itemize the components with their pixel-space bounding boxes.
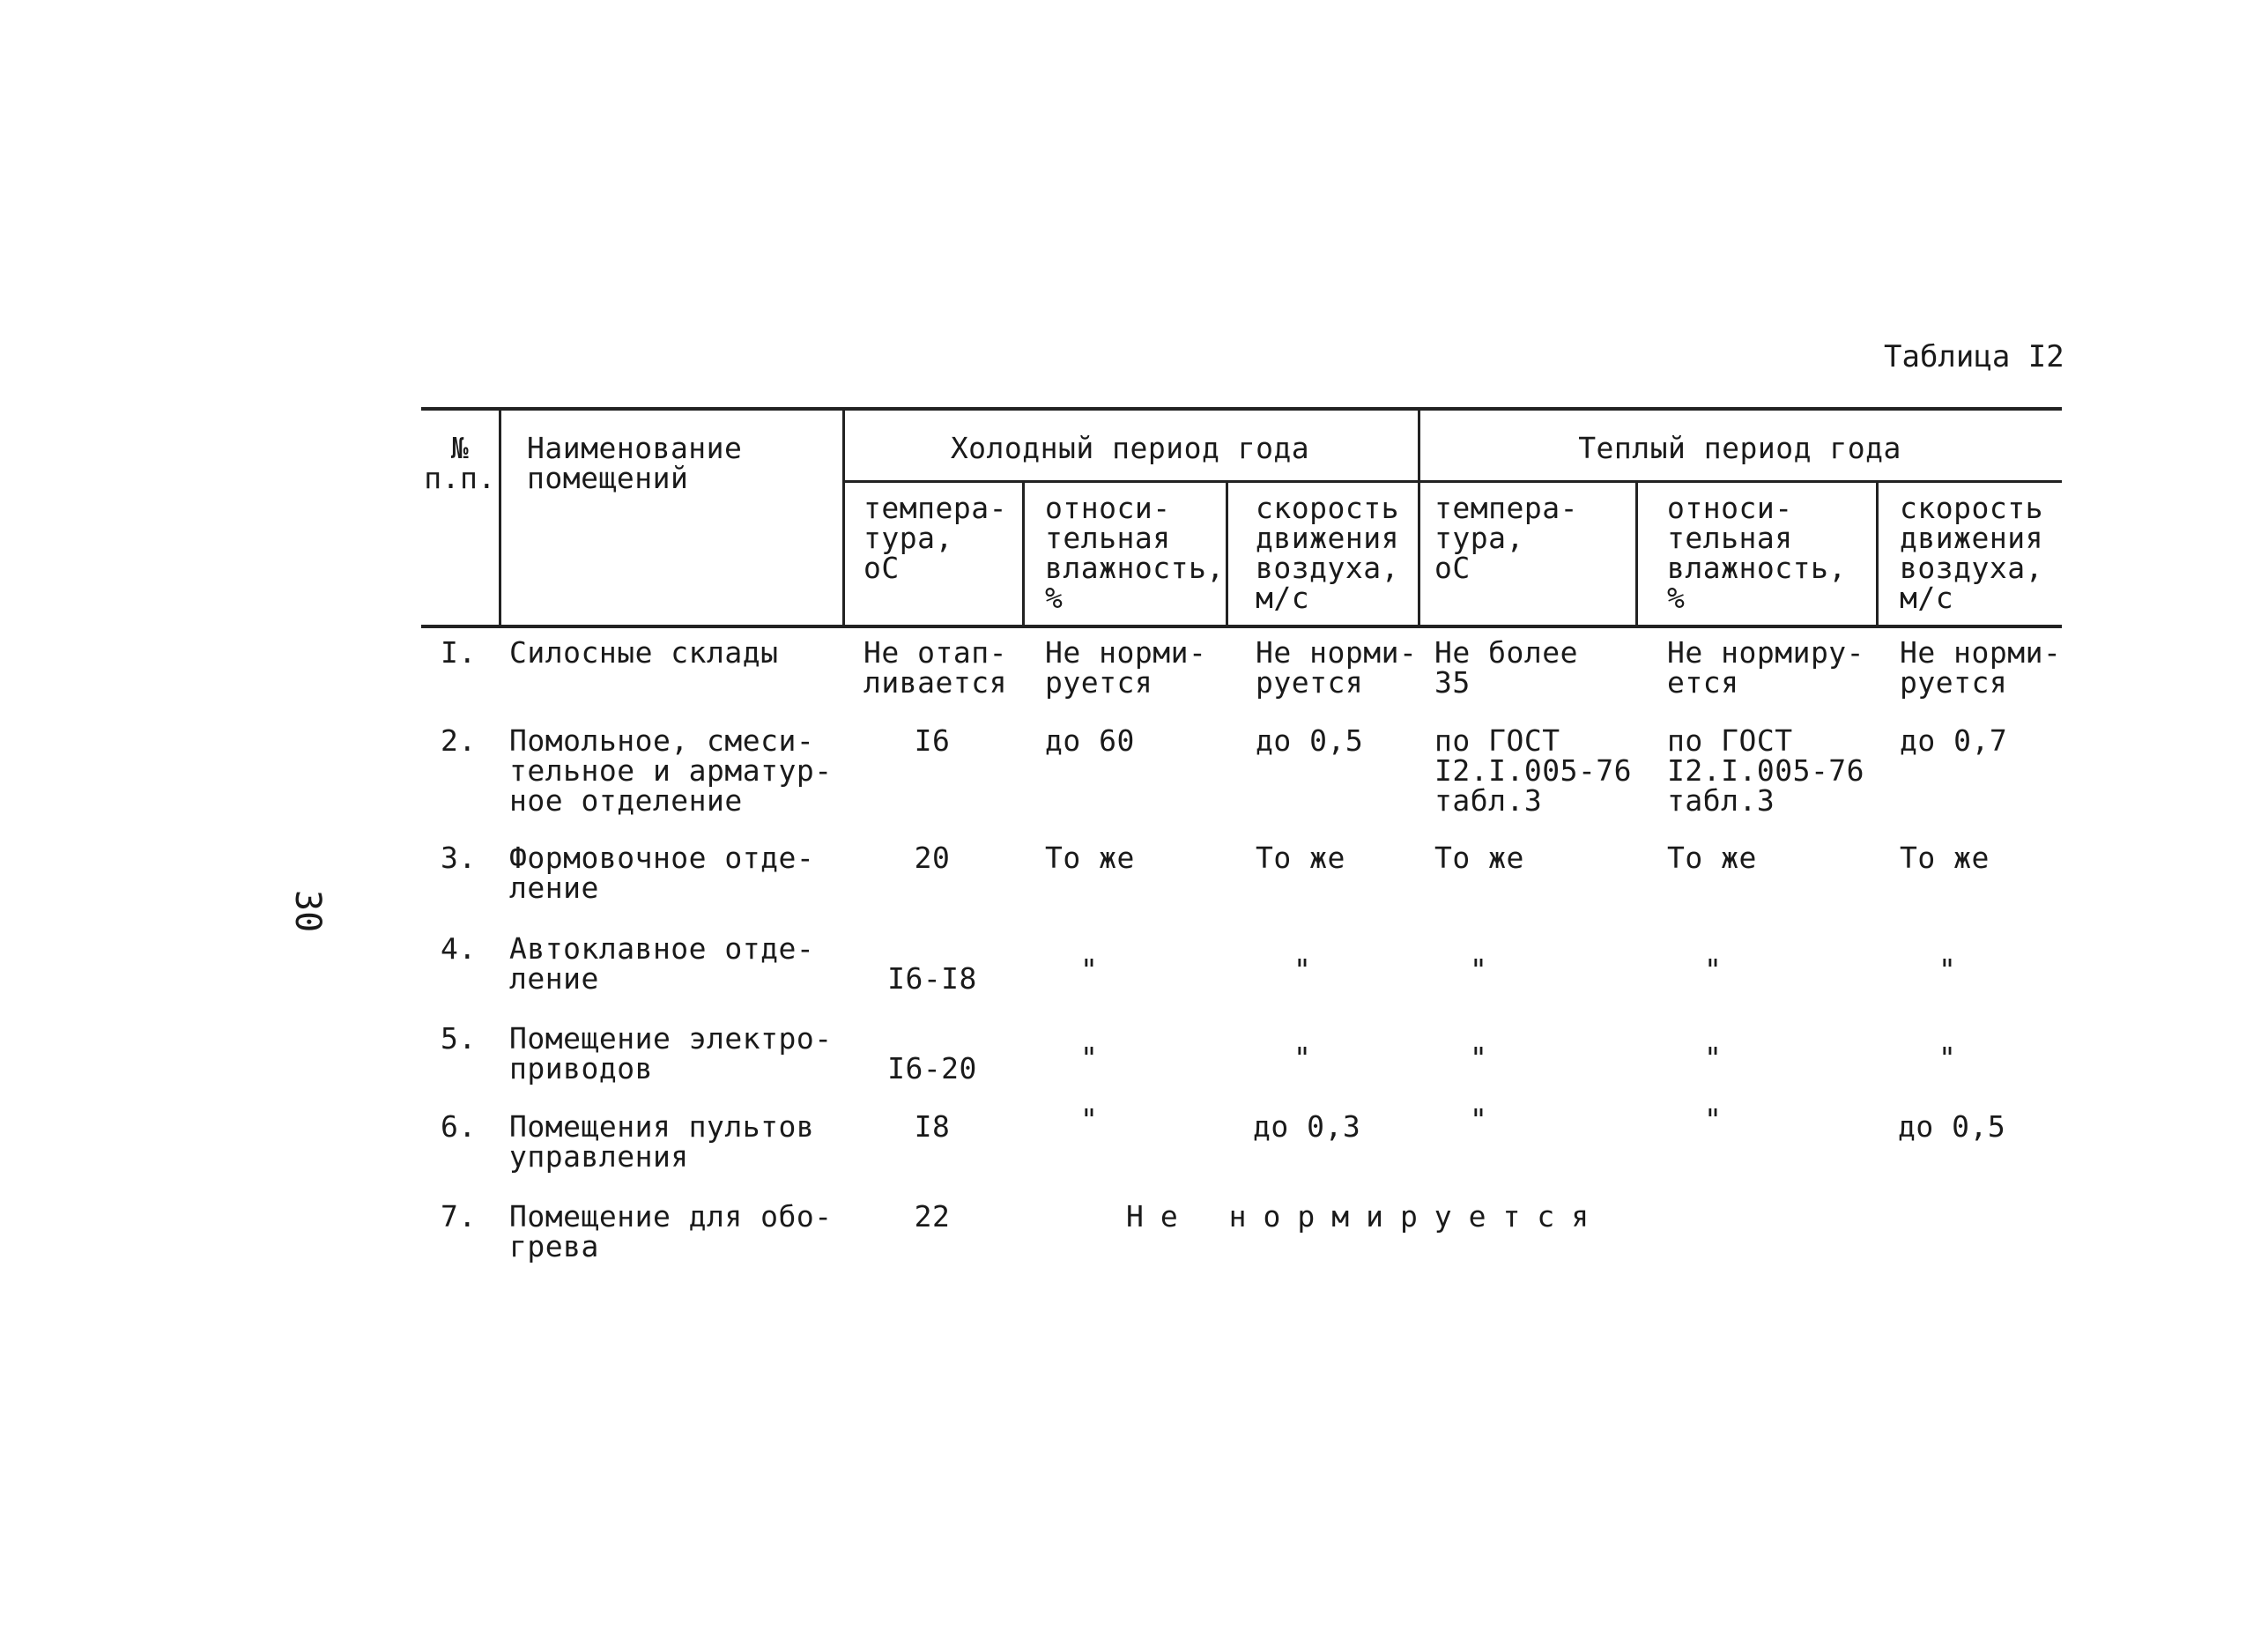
row-6-num: 6. — [441, 1109, 477, 1144]
header-warm-temperature: темпера- тура, оС — [1434, 491, 1578, 585]
page-number: 30 — [287, 890, 328, 933]
row-5-num: 5. — [441, 1021, 477, 1056]
row-6-warm-speed: до 0,5 — [1898, 1109, 2006, 1144]
row-1-cold-hum: Не норми- руется — [1045, 635, 1207, 700]
row-2-warm-temp: по ГОСТ I2.I.005-76 табл.3 — [1434, 723, 1633, 818]
row-1-warm-hum: Не нормиру- ется — [1667, 635, 1865, 700]
header-cold-humidity: относи- тельная влажность, % — [1045, 491, 1225, 615]
row-6-warm-hum: " — [1704, 1102, 1723, 1137]
header-cold-speed: скорость движения воздуха, м/с — [1256, 491, 1399, 615]
header-warm-period: Теплый период года — [1578, 431, 1901, 465]
subheader-rule — [842, 480, 2062, 483]
row-2-cold-speed: до 0,5 — [1256, 723, 1364, 758]
row-6-cold-temp: I8 — [914, 1109, 951, 1144]
row-5-warm-speed: " — [1938, 1041, 1957, 1075]
row-5-cold-temp: I6-20 — [887, 1051, 977, 1086]
row-3-cold-hum: То же — [1045, 841, 1135, 875]
row-1-warm-speed: Не норми- руется — [1900, 635, 2062, 700]
col-divider-num — [499, 407, 501, 627]
row-6-cold-hum: " — [1080, 1102, 1099, 1137]
row-2-warm-hum: по ГОСТ I2.I.005-76 табл.3 — [1667, 723, 1865, 818]
row-3-name: Формовочное отде- ление — [509, 841, 815, 905]
row-3-warm-hum: То же — [1667, 841, 1757, 875]
row-1-name: Силосные склады — [509, 635, 779, 670]
row-2-cold-temp: I6 — [914, 723, 951, 758]
header-name: Наименование помещений — [527, 431, 743, 495]
header-num: № п.п. — [424, 431, 496, 495]
row-2-warm-speed: до 0,7 — [1900, 723, 2008, 758]
row-7-span-text: Не нормируется — [1126, 1199, 1606, 1234]
header-warm-humidity: относи- тельная влажность, % — [1667, 491, 1847, 615]
row-5-cold-speed: " — [1293, 1041, 1312, 1075]
row-3-warm-speed: То же — [1900, 841, 1990, 875]
row-4-name: Автоклавное отде- ление — [509, 931, 815, 996]
norms-table — [421, 407, 2062, 1278]
row-7-name: Помещение для обо- грева — [509, 1199, 833, 1263]
row-4-cold-speed: " — [1293, 952, 1312, 987]
row-2-num: 2. — [441, 723, 477, 758]
row-5-cold-hum: " — [1080, 1041, 1099, 1075]
table-caption: Таблица I2 — [1884, 339, 2064, 374]
row-3-cold-speed: То же — [1256, 841, 1345, 875]
row-7-num: 7. — [441, 1199, 477, 1234]
row-4-num: 4. — [441, 931, 477, 966]
row-6-cold-speed: до 0,3 — [1253, 1109, 1361, 1144]
row-4-warm-temp: " — [1470, 952, 1488, 987]
row-4-cold-temp: I6-I8 — [887, 961, 977, 996]
row-5-name: Помещение электро- приводов — [509, 1021, 833, 1086]
col-divider-cold-hum — [1226, 482, 1228, 627]
header-bottom-rule — [421, 625, 2062, 628]
row-2-cold-hum: до 60 — [1045, 723, 1135, 758]
row-1-num: I. — [441, 635, 477, 670]
header-warm-speed: скорость движения воздуха, м/с — [1900, 491, 2043, 615]
row-1-warm-temp: Не более 35 — [1434, 635, 1578, 700]
col-divider-cold-temp — [1022, 482, 1025, 627]
col-divider-warm-temp — [1635, 482, 1638, 627]
row-1-cold-speed: Не норми- руется — [1256, 635, 1418, 700]
row-4-warm-speed: " — [1938, 952, 1957, 987]
row-4-cold-hum: " — [1080, 952, 1099, 987]
row-6-warm-temp: " — [1470, 1102, 1488, 1137]
table-top-rule — [421, 407, 2062, 411]
header-cold-temperature: темпера- тура, оС — [863, 491, 1007, 585]
row-3-num: 3. — [441, 841, 477, 875]
row-2-name: Помольное, смеси- тельное и арматур- ное отделение — [509, 723, 833, 818]
row-5-warm-temp: " — [1470, 1041, 1488, 1075]
row-4-warm-hum: " — [1704, 952, 1723, 987]
row-3-warm-temp: То же — [1434, 841, 1524, 875]
row-3-cold-temp: 20 — [914, 841, 951, 875]
row-1-cold-temp: Не отап- ливается — [863, 635, 1007, 700]
header-cold-period: Холодный период года — [950, 431, 1310, 465]
row-5-warm-hum: " — [1704, 1041, 1723, 1075]
row-6-name: Помещения пультов управления — [509, 1109, 815, 1174]
col-divider-warm-hum — [1876, 482, 1879, 627]
row-7-cold-temp: 22 — [914, 1199, 951, 1234]
